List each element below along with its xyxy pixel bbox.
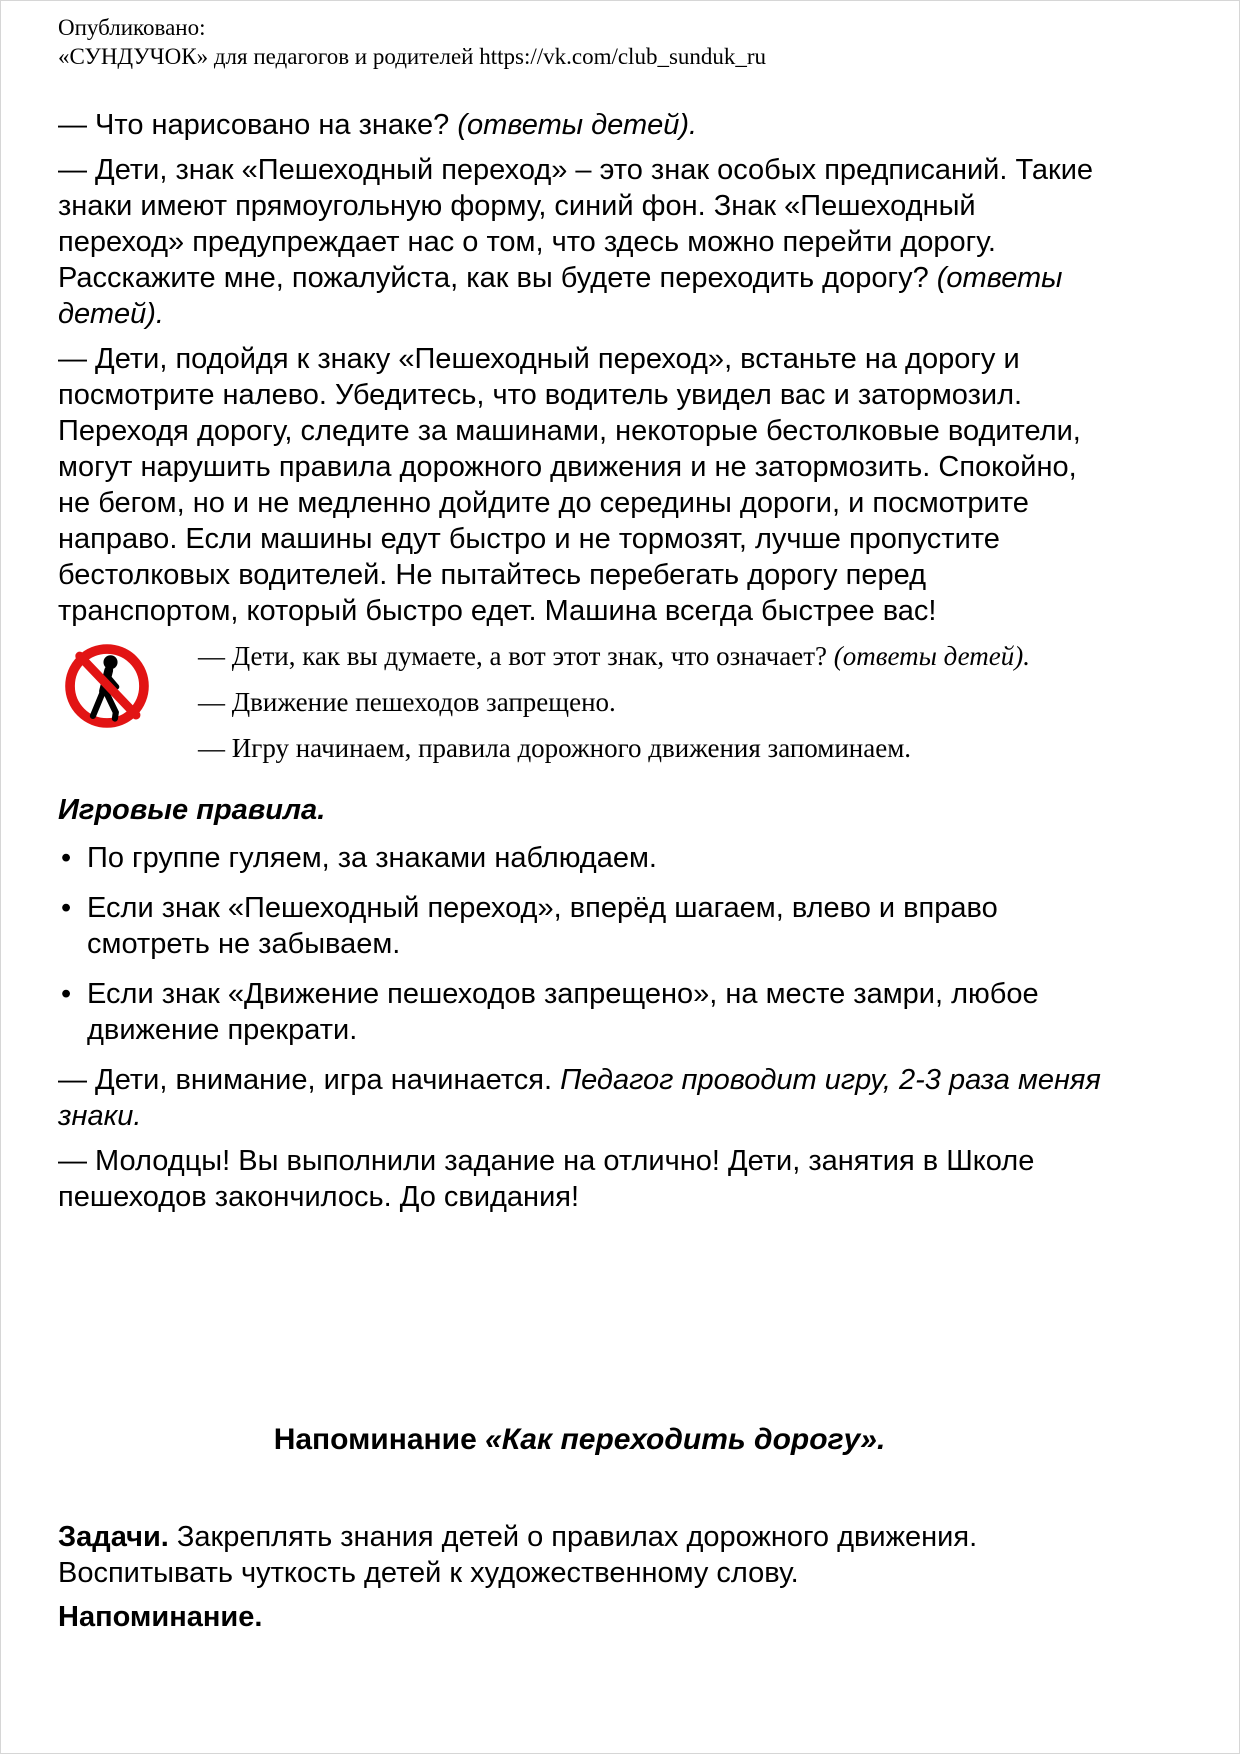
no-pedestrians-icon xyxy=(63,721,151,738)
answers-note-3: (ответы детей). xyxy=(833,641,1030,671)
teacher-explanation-1-text: — Дети, знак «Пешеходный переход» – это знак особых предписаний. Такие знаки имеют прямоугольную форму, синий фон. Знак «Пешеходный переход» предупреждает нас о том, что здесь можно перейти дорогу. Расскажите мне, пожалуйста, как вы будете переходить дорогу? xyxy=(58,154,1094,294)
answers-note-2: (ответы детей). xyxy=(58,262,1063,330)
game-start-text: — Дети, внимание, игра начинается. xyxy=(58,1064,561,1096)
tasks-label: Задачи. xyxy=(58,1521,177,1553)
sign-question-line xyxy=(198,638,1101,674)
reminder-title xyxy=(58,1421,1101,1459)
sign-dialogue-lines xyxy=(198,638,1101,776)
game-rule-item-1: • По группе гуляем, за знаками наблюдаем. xyxy=(58,840,1101,876)
game-rule-item-3: • Если знак «Движение пешеходов запрещено», на месте замри, любое движение прекрати. xyxy=(58,976,1101,1048)
teacher-explanation-1 xyxy=(58,152,1101,332)
source-line: «СУНДУЧОК» для педагогов и родителей https://vk.com/club_sunduk_ru xyxy=(58,44,767,69)
teacher-explanation-2-text: — Дети, подойдя к знаку «Пешеходный переход», встаньте на дорогу и посмотрите налево. Убедитесь, что водитель увидел вас и затормозил. Переходя дорогу, следите за машинами, некоторые бестолковые водители, могут нарушить правила дорожного движения и не затормозить. Спокойно, не бегом, но и не медленно дойдите до середины дороги, и посмотрите направо. Если машины едут быстро и не тормозят, лучше пропустите бестолковых водителей. Не пытайтесь перебегать дорогу перед транспортом, который быстро едет. Машина всегда быстрее вас! xyxy=(58,343,1081,627)
reminder-subheading: Напоминание. xyxy=(58,1601,263,1633)
teacher-explanation-2 xyxy=(58,341,1101,629)
sign-meaning-line: — Движение пешеходов запрещено. xyxy=(198,687,616,717)
sign-question-text: — Дети, как вы думаете, а вот этот знак, что означает? xyxy=(198,641,834,671)
reminder-title-prefix: Напоминание xyxy=(273,1423,486,1456)
dialogue-question-1-text: — Что нарисовано на знаке? xyxy=(58,109,458,141)
answers-note-1: (ответы детей). xyxy=(457,109,698,141)
reminder-title-quoted: «Как переходить дорогу». xyxy=(485,1423,886,1456)
game-rules-heading: Игровые правила. xyxy=(58,794,326,826)
dialogue-question-1 xyxy=(58,107,1101,143)
tasks-paragraph xyxy=(58,1519,1101,1591)
sign-icon-column xyxy=(58,638,198,739)
game-intro-line: — Игру начинаем, правила дорожного движения запоминаем. xyxy=(198,733,912,763)
published-label: Опубликовано: xyxy=(58,15,206,40)
closing-line: — Молодцы! Вы выполнили задание на отлично! Дети, занятия в Школе пешеходов закончилось. До свидания! xyxy=(58,1145,1035,1213)
document-header xyxy=(58,13,1101,71)
game-rule-item-2: • Если знак «Пешеходный переход», вперёд шагаем, влево и вправо смотреть не забываем. xyxy=(58,890,1101,962)
game-rules-list xyxy=(58,840,1101,1048)
teacher-action-note: Педагог проводит игру, 2-3 раза меняя знаки. xyxy=(58,1064,1101,1132)
game-start-line xyxy=(58,1062,1101,1134)
tasks-text: Закреплять знания детей о правилах дорожного движения. Воспитывать чуткость детей к художественному слову. xyxy=(58,1521,978,1589)
sign-section xyxy=(58,638,1101,776)
